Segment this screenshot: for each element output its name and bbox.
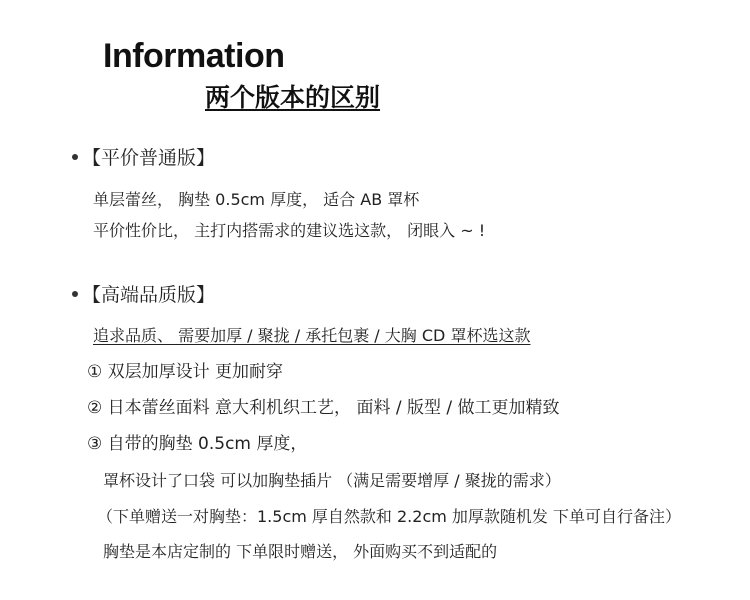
- section-premium-heading-text: 【高端品质版】: [82, 284, 216, 306]
- section-premium-item-3-detail-2: （下单赠送一对胸垫：1.5cm 厚自然款和 2.2cm 加厚款随机发 下单可自行备注）: [97, 507, 682, 526]
- page-title: Information: [103, 37, 285, 75]
- section-premium-item-1: ① 双层加厚设计 更加耐穿: [87, 362, 284, 382]
- section-premium-heading: [72, 283, 215, 307]
- section-basic-line-1: 单层蕾丝， 胸垫 0.5cm 厚度， 适合 AB 罩杯: [93, 190, 420, 209]
- section-basic-heading: [72, 146, 215, 170]
- section-premium-item-2: ② 日本蕾丝面料 意大利机织工艺， 面料 / 版型 / 做工更加精致: [87, 398, 560, 418]
- section-basic-line-2: 平价性价比， 主打内搭需求的建议选这款， 闭眼入 ~ !: [93, 221, 486, 240]
- section-premium-subtitle: 追求品质、 需要加厚 / 聚拢 / 承托包裹 / 大胸 CD 罩杯选这款: [93, 326, 531, 345]
- section-premium-item-3-detail-3: 胸垫是本店定制的 下单限时赠送， 外面购买不到适配的: [103, 542, 498, 561]
- section-premium-item-3: ③ 自带的胸垫 0.5cm 厚度，: [87, 434, 308, 454]
- bullet-icon: [72, 154, 78, 160]
- section-basic-heading-text: 【平价普通版】: [82, 147, 216, 169]
- bullet-icon: [72, 291, 78, 297]
- section-premium-item-3-detail-1: 罩杯设计了口袋 可以加胸垫插片 （满足需要增厚 / 聚拢的需求）: [103, 471, 561, 490]
- page-subtitle: 两个版本的区别: [205, 83, 381, 112]
